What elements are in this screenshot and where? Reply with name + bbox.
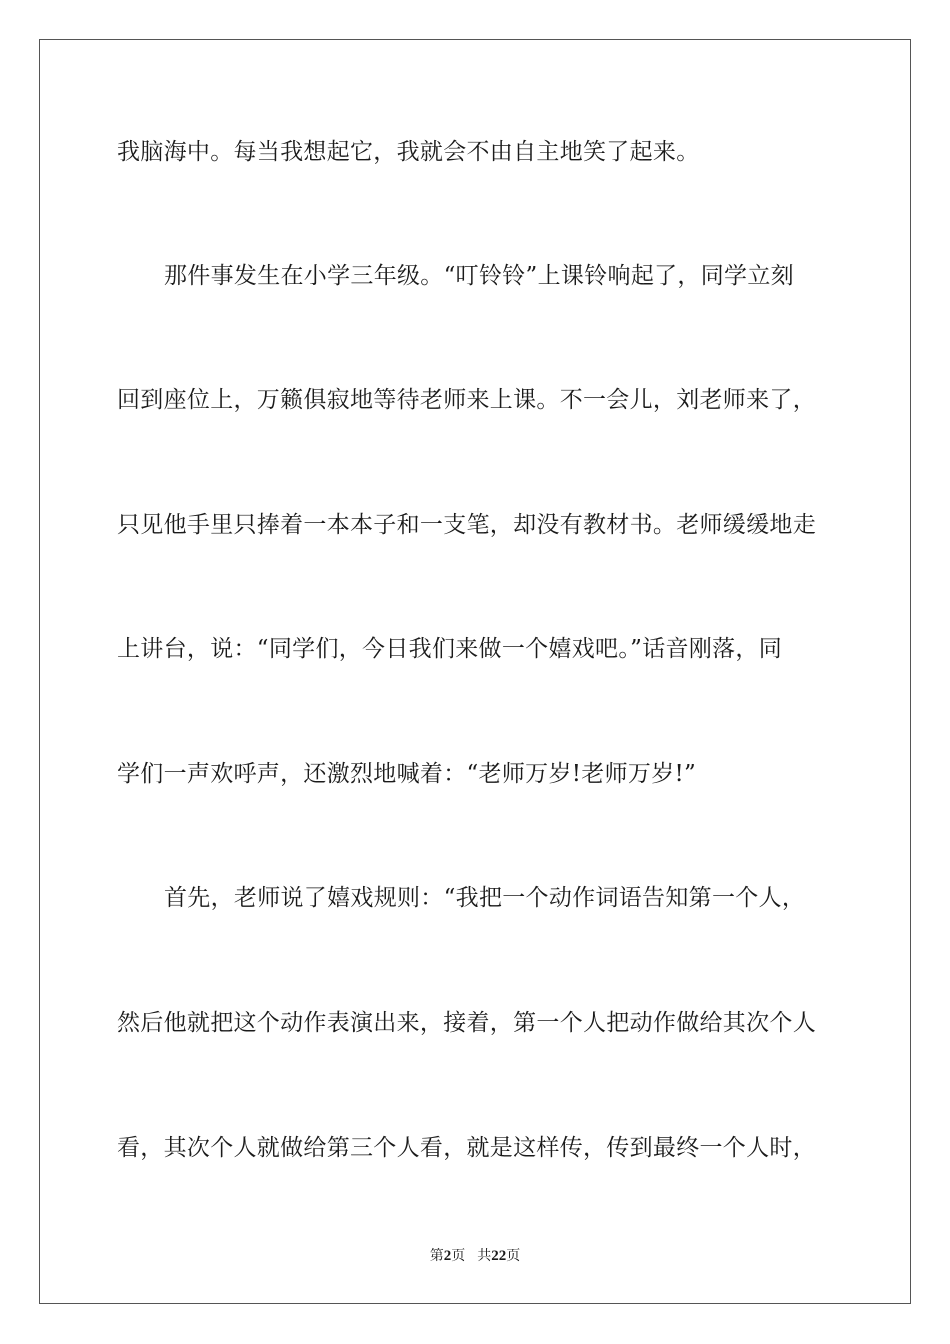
text-line-2: 那件事发生在小学三年级。“叮铃铃”上课铃响起了，同学立刻: [164, 263, 794, 289]
text-line-1: 我脑海中。每当我想起它，我就会不由自主地笑了起来。: [117, 139, 700, 165]
text-line-9: 看，其次个人就做给第三个人看，就是这样传，传到最终一个人时，: [117, 1135, 816, 1161]
total-pages-prefix: 共: [477, 1248, 492, 1264]
page-number: 2: [443, 1248, 452, 1264]
text-line-3: 回到座位上，万籁俱寂地等待老师来上课。不一会儿，刘老师来了，: [117, 387, 816, 413]
text-line-6: 学们一声欢呼声，还激烈地喊着：“老师万岁!老师万岁!”: [117, 761, 697, 787]
page-footer: [0, 1246, 950, 1266]
page-border: [39, 39, 911, 1304]
text-line-5: 上讲台，说：“同学们，今日我们来做一个嬉戏吧。”话音刚落，同: [117, 636, 783, 662]
page-number-suffix: 页: [451, 1248, 466, 1264]
text-line-7: 首先，老师说了嬉戏规则：“我把一个动作词语告知第一个人，: [164, 885, 806, 911]
total-pages: 22: [491, 1248, 507, 1264]
text-line-8: 然后他就把这个动作表演出来，接着，第一个人把动作做给其次个人: [117, 1010, 816, 1036]
page-number-prefix: 第: [429, 1248, 444, 1264]
total-pages-suffix: 页: [506, 1248, 521, 1264]
text-line-4: 只见他手里只捧着一本本子和一支笔，却没有教材书。老师缓缓地走: [117, 512, 816, 538]
